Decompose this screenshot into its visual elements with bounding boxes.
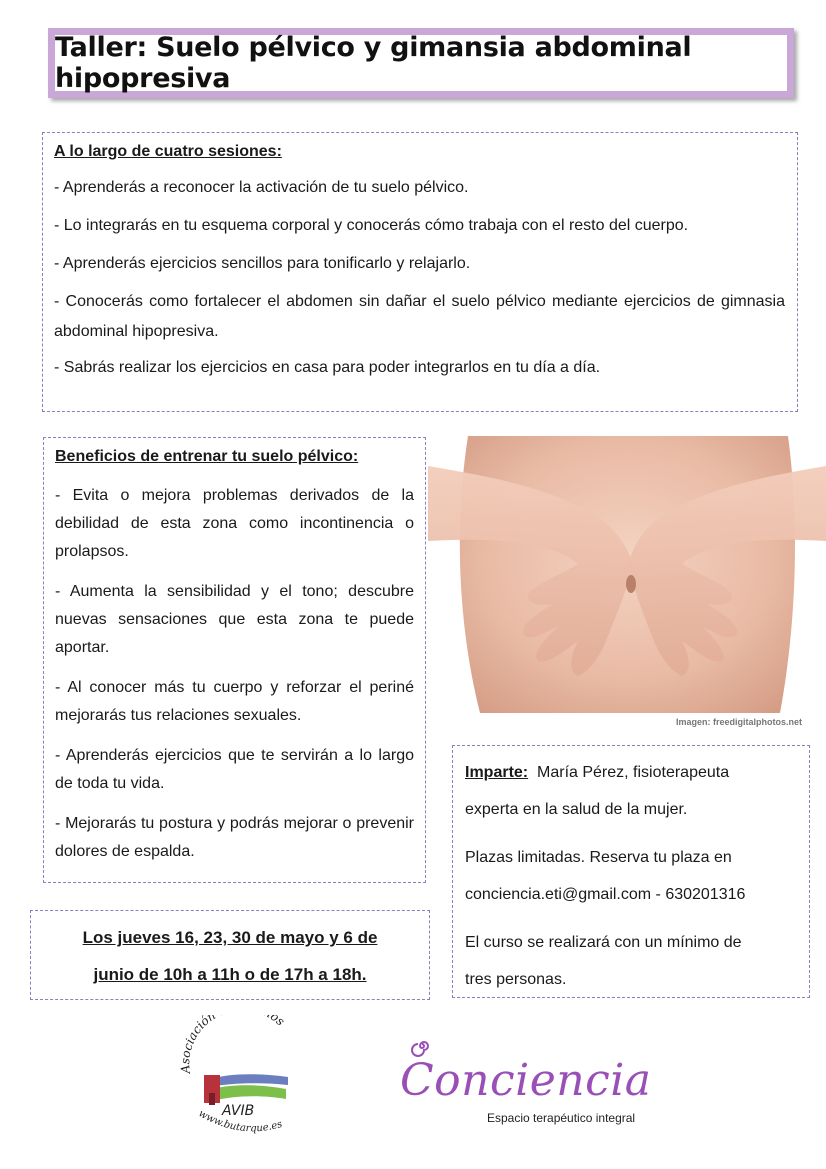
benefits-item: - Aumenta la sensibilidad y el tono; descubre nuevas sensaciones que esta zona te puede aportar.: [55, 583, 414, 656]
conciencia-logo: [395, 1035, 660, 1130]
title-banner: [48, 28, 794, 98]
benefits-item: - Al conocer más tu cuerpo y reforzar el periné mejorarás tus relaciones sexuales.: [55, 679, 414, 724]
abdomen-photo: [428, 436, 826, 713]
instructor-line: [465, 754, 797, 791]
sessions-item: - Conocerás como fortalecer el abdomen sin dañar el suelo pélvico mediante ejercicios de gimnasia abdominal hipopresiva.: [54, 293, 785, 340]
sessions-box: [42, 132, 798, 412]
schedule-box: [30, 910, 430, 1000]
minimum-text: El curso se realizará con un mínimo de: [465, 934, 742, 951]
schedule-dates: [31, 919, 429, 993]
sessions-item: - Aprenderás a reconocer la activación de tu suelo pélvico.: [54, 179, 469, 196]
sessions-item: - Aprenderás ejercicios sencillos para tonificarlo y relajarlo.: [54, 255, 471, 272]
sessions-item: - Sabrás realizar los ejercicios en casa para poder integrarlos en tu día a día.: [54, 359, 601, 376]
instructor-specialty: experta en la salud de la mujer.: [465, 801, 688, 818]
avib-logo-graphic: [170, 1015, 310, 1145]
page-title: Taller: Suelo pélvico y gimansia abdominal hipopresiva: [55, 32, 692, 94]
benefits-box: [43, 437, 426, 883]
avib-web: www.butarque.es: [196, 1108, 284, 1135]
conciencia-name: Conciencia: [400, 1055, 652, 1106]
conciencia-tagline: Espacio terapéutico integral: [487, 1111, 636, 1125]
sessions-heading: A lo largo de cuatro sesiones:: [54, 143, 282, 160]
spiral-icon: [411, 1035, 433, 1057]
avib-arc-text: Asociación os: [178, 1015, 288, 1075]
avib-logo: [170, 1015, 310, 1145]
instructor-box: [452, 745, 810, 998]
abdomen-illustration: [428, 436, 826, 713]
booking-contact[interactable]: conciencia.eti@gmail.com - 630201316: [465, 886, 746, 903]
benefits-item: - Mejorarás tu postura y podrás mejorar o prevenir dolores de espalda.: [55, 815, 414, 860]
sessions-item: - Lo integrarás en tu esquema corporal y conocerás cómo trabaja con el resto del cuerpo.: [54, 217, 689, 234]
booking-text: Plazas limitadas. Reserva tu plaza en: [465, 849, 732, 866]
schedule-line-2: junio de 10h a 11h o de 17h a 18h.: [93, 965, 367, 984]
image-credit: Imagen: freedigitalphotos.net: [676, 717, 803, 727]
instructor-name: María Pérez, fisioterapeuta: [537, 764, 730, 781]
schedule-line-1: Los jueves 16, 23, 30 de mayo y 6 de: [82, 928, 378, 947]
minimum-text-end: tres personas.: [465, 971, 567, 988]
benefits-item: - Aprenderás ejercicios que te servirán a lo largo de toda tu vida.: [55, 747, 414, 792]
instructor-label: Imparte:: [465, 764, 529, 781]
benefits-item: - Evita o mejora problemas derivados de la debilidad de esta zona como incontinencia o prolapsos.: [55, 487, 414, 560]
title-inner: [55, 32, 787, 94]
benefits-heading: Beneficios de entrenar tu suelo pélvico:: [55, 448, 359, 465]
avib-name: AVIB: [222, 1103, 255, 1119]
